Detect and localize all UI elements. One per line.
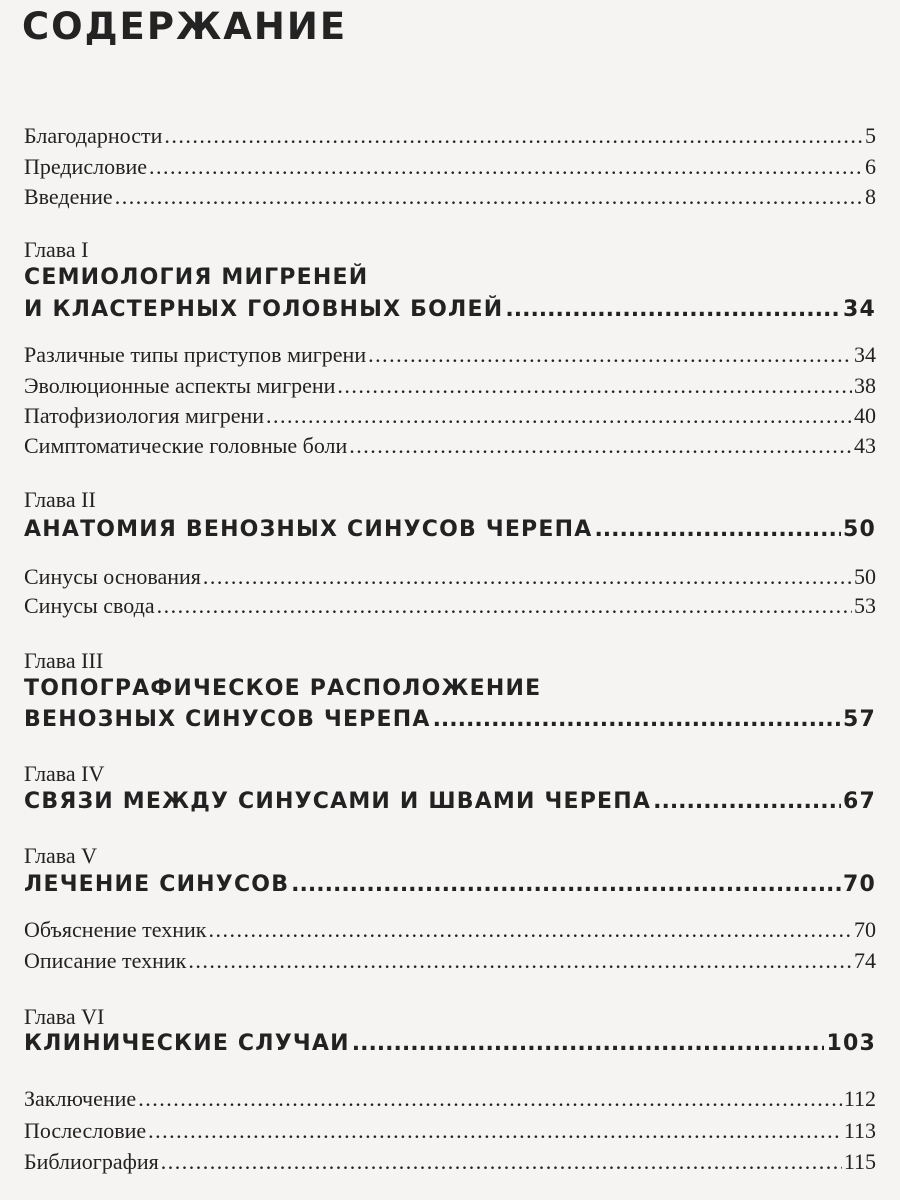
entry-page: 5 <box>865 123 876 148</box>
dot-leader <box>368 341 852 369</box>
chapter-2-label: Глава II <box>24 487 96 512</box>
entry-page: 43 <box>854 433 876 458</box>
chapter-3-page: 57 <box>842 707 876 732</box>
chapter-3-heading <box>24 704 876 736</box>
entry-label: Различные типы приступов мигрени <box>24 342 367 367</box>
toc-entry-techniques-explained <box>24 916 876 944</box>
entry-label: Симптоматические головные боли <box>24 433 348 458</box>
entry-page: 115 <box>843 1149 876 1174</box>
dot-leader <box>594 514 841 546</box>
toc-entry-bibliography <box>24 1148 876 1176</box>
dot-leader <box>349 432 852 460</box>
chapter-1-heading <box>24 294 876 326</box>
dot-leader <box>291 869 841 901</box>
chapter-1-label: Глава I <box>24 237 89 262</box>
dot-leader <box>433 704 841 736</box>
entry-label: Благодарности <box>24 123 163 148</box>
dot-leader <box>208 916 852 944</box>
dot-leader <box>164 122 863 150</box>
entry-label: Синусы основания <box>24 564 201 589</box>
dot-leader <box>505 294 841 326</box>
toc-entry-afterword <box>24 1117 876 1145</box>
toc-entry-vault-sinuses <box>24 592 876 620</box>
page-title: СОДЕРЖАНИЕ <box>22 5 348 48</box>
chapter-6-label: Глава VI <box>24 1004 105 1029</box>
dot-leader <box>653 786 841 818</box>
entry-page: 50 <box>854 564 876 589</box>
entry-label: Эволюционные аспекты мигрени <box>24 373 336 398</box>
chapter-2-heading <box>24 514 876 546</box>
toc-entry-migraine-types <box>24 341 876 369</box>
toc-entry-introduction <box>24 183 876 211</box>
chapter-6-title: КЛИНИЧЕСКИЕ СЛУЧАИ <box>24 1031 350 1056</box>
dot-leader <box>161 1148 842 1176</box>
chapter-4-title: СВЯЗИ МЕЖДУ СИНУСАМИ И ШВАМИ ЧЕРЕПА <box>24 789 652 814</box>
dot-leader <box>138 1085 842 1113</box>
toc-entry-techniques-described <box>24 947 876 975</box>
dot-leader <box>115 183 863 211</box>
chapter-6-heading <box>24 1028 876 1060</box>
chapter-1-title-line1: СЕМИОЛОГИЯ МИГРЕНЕЙ <box>24 265 369 290</box>
dot-leader <box>266 402 852 430</box>
entry-label: Введение <box>24 184 113 209</box>
dot-leader <box>188 947 852 975</box>
dot-leader <box>203 563 852 591</box>
toc-entry-symptomatic <box>24 432 876 460</box>
entry-label: Заключение <box>24 1086 137 1111</box>
chapter-4-page: 67 <box>842 789 876 814</box>
chapter-5-label: Глава V <box>24 843 98 868</box>
entry-label: Библиография <box>24 1149 159 1174</box>
chapter-5-page: 70 <box>842 872 876 897</box>
entry-label: Описание техник <box>24 948 187 973</box>
entry-page: 70 <box>854 917 876 942</box>
entry-label: Предисловие <box>24 154 147 179</box>
chapter-1-title-line2: И КЛАСТЕРНЫХ ГОЛОВНЫХ БОЛЕЙ <box>24 297 504 322</box>
entry-page: 74 <box>854 948 876 973</box>
entry-page: 112 <box>843 1086 876 1111</box>
toc-entry-conclusion <box>24 1085 876 1113</box>
entry-page: 38 <box>854 373 876 398</box>
entry-page: 34 <box>854 342 876 367</box>
entry-page: 53 <box>854 593 876 618</box>
toc-entry-acknowledgements <box>24 122 876 150</box>
entry-page: 6 <box>865 154 876 179</box>
chapter-6-page: 103 <box>826 1031 876 1056</box>
toc-entry-preface <box>24 153 876 181</box>
chapter-3-title-line1: ТОПОГРАФИЧЕСКОЕ РАСПОЛОЖЕНИЕ <box>24 676 542 701</box>
entry-page: 8 <box>865 184 876 209</box>
dot-leader <box>352 1028 825 1060</box>
dot-leader <box>157 592 852 620</box>
dot-leader <box>337 372 852 400</box>
chapter-4-label: Глава IV <box>24 761 105 786</box>
entry-label: Послесловие <box>24 1118 147 1143</box>
toc-entry-pathophysiology <box>24 402 876 430</box>
dot-leader <box>149 153 863 181</box>
chapter-5-heading <box>24 869 876 901</box>
entry-label: Синусы свода <box>24 593 155 618</box>
dot-leader <box>148 1117 842 1145</box>
chapter-1-page: 34 <box>842 297 876 322</box>
chapter-2-page: 50 <box>842 517 876 542</box>
entry-label: Патофизиология мигрени <box>24 403 265 428</box>
chapter-5-title: ЛЕЧЕНИЕ СИНУСОВ <box>24 872 290 897</box>
entry-page: 40 <box>854 403 876 428</box>
toc-entry-base-sinuses <box>24 563 876 591</box>
toc-entry-evolution <box>24 372 876 400</box>
chapter-4-heading <box>24 786 876 818</box>
chapter-2-title: АНАТОМИЯ ВЕНОЗНЫХ СИНУСОВ ЧЕРЕПА <box>24 517 593 542</box>
chapter-3-label: Глава III <box>24 648 104 673</box>
entry-label: Объяснение техник <box>24 917 207 942</box>
chapter-3-title-line2: ВЕНОЗНЫХ СИНУСОВ ЧЕРЕПА <box>24 707 431 732</box>
entry-page: 113 <box>843 1118 876 1143</box>
